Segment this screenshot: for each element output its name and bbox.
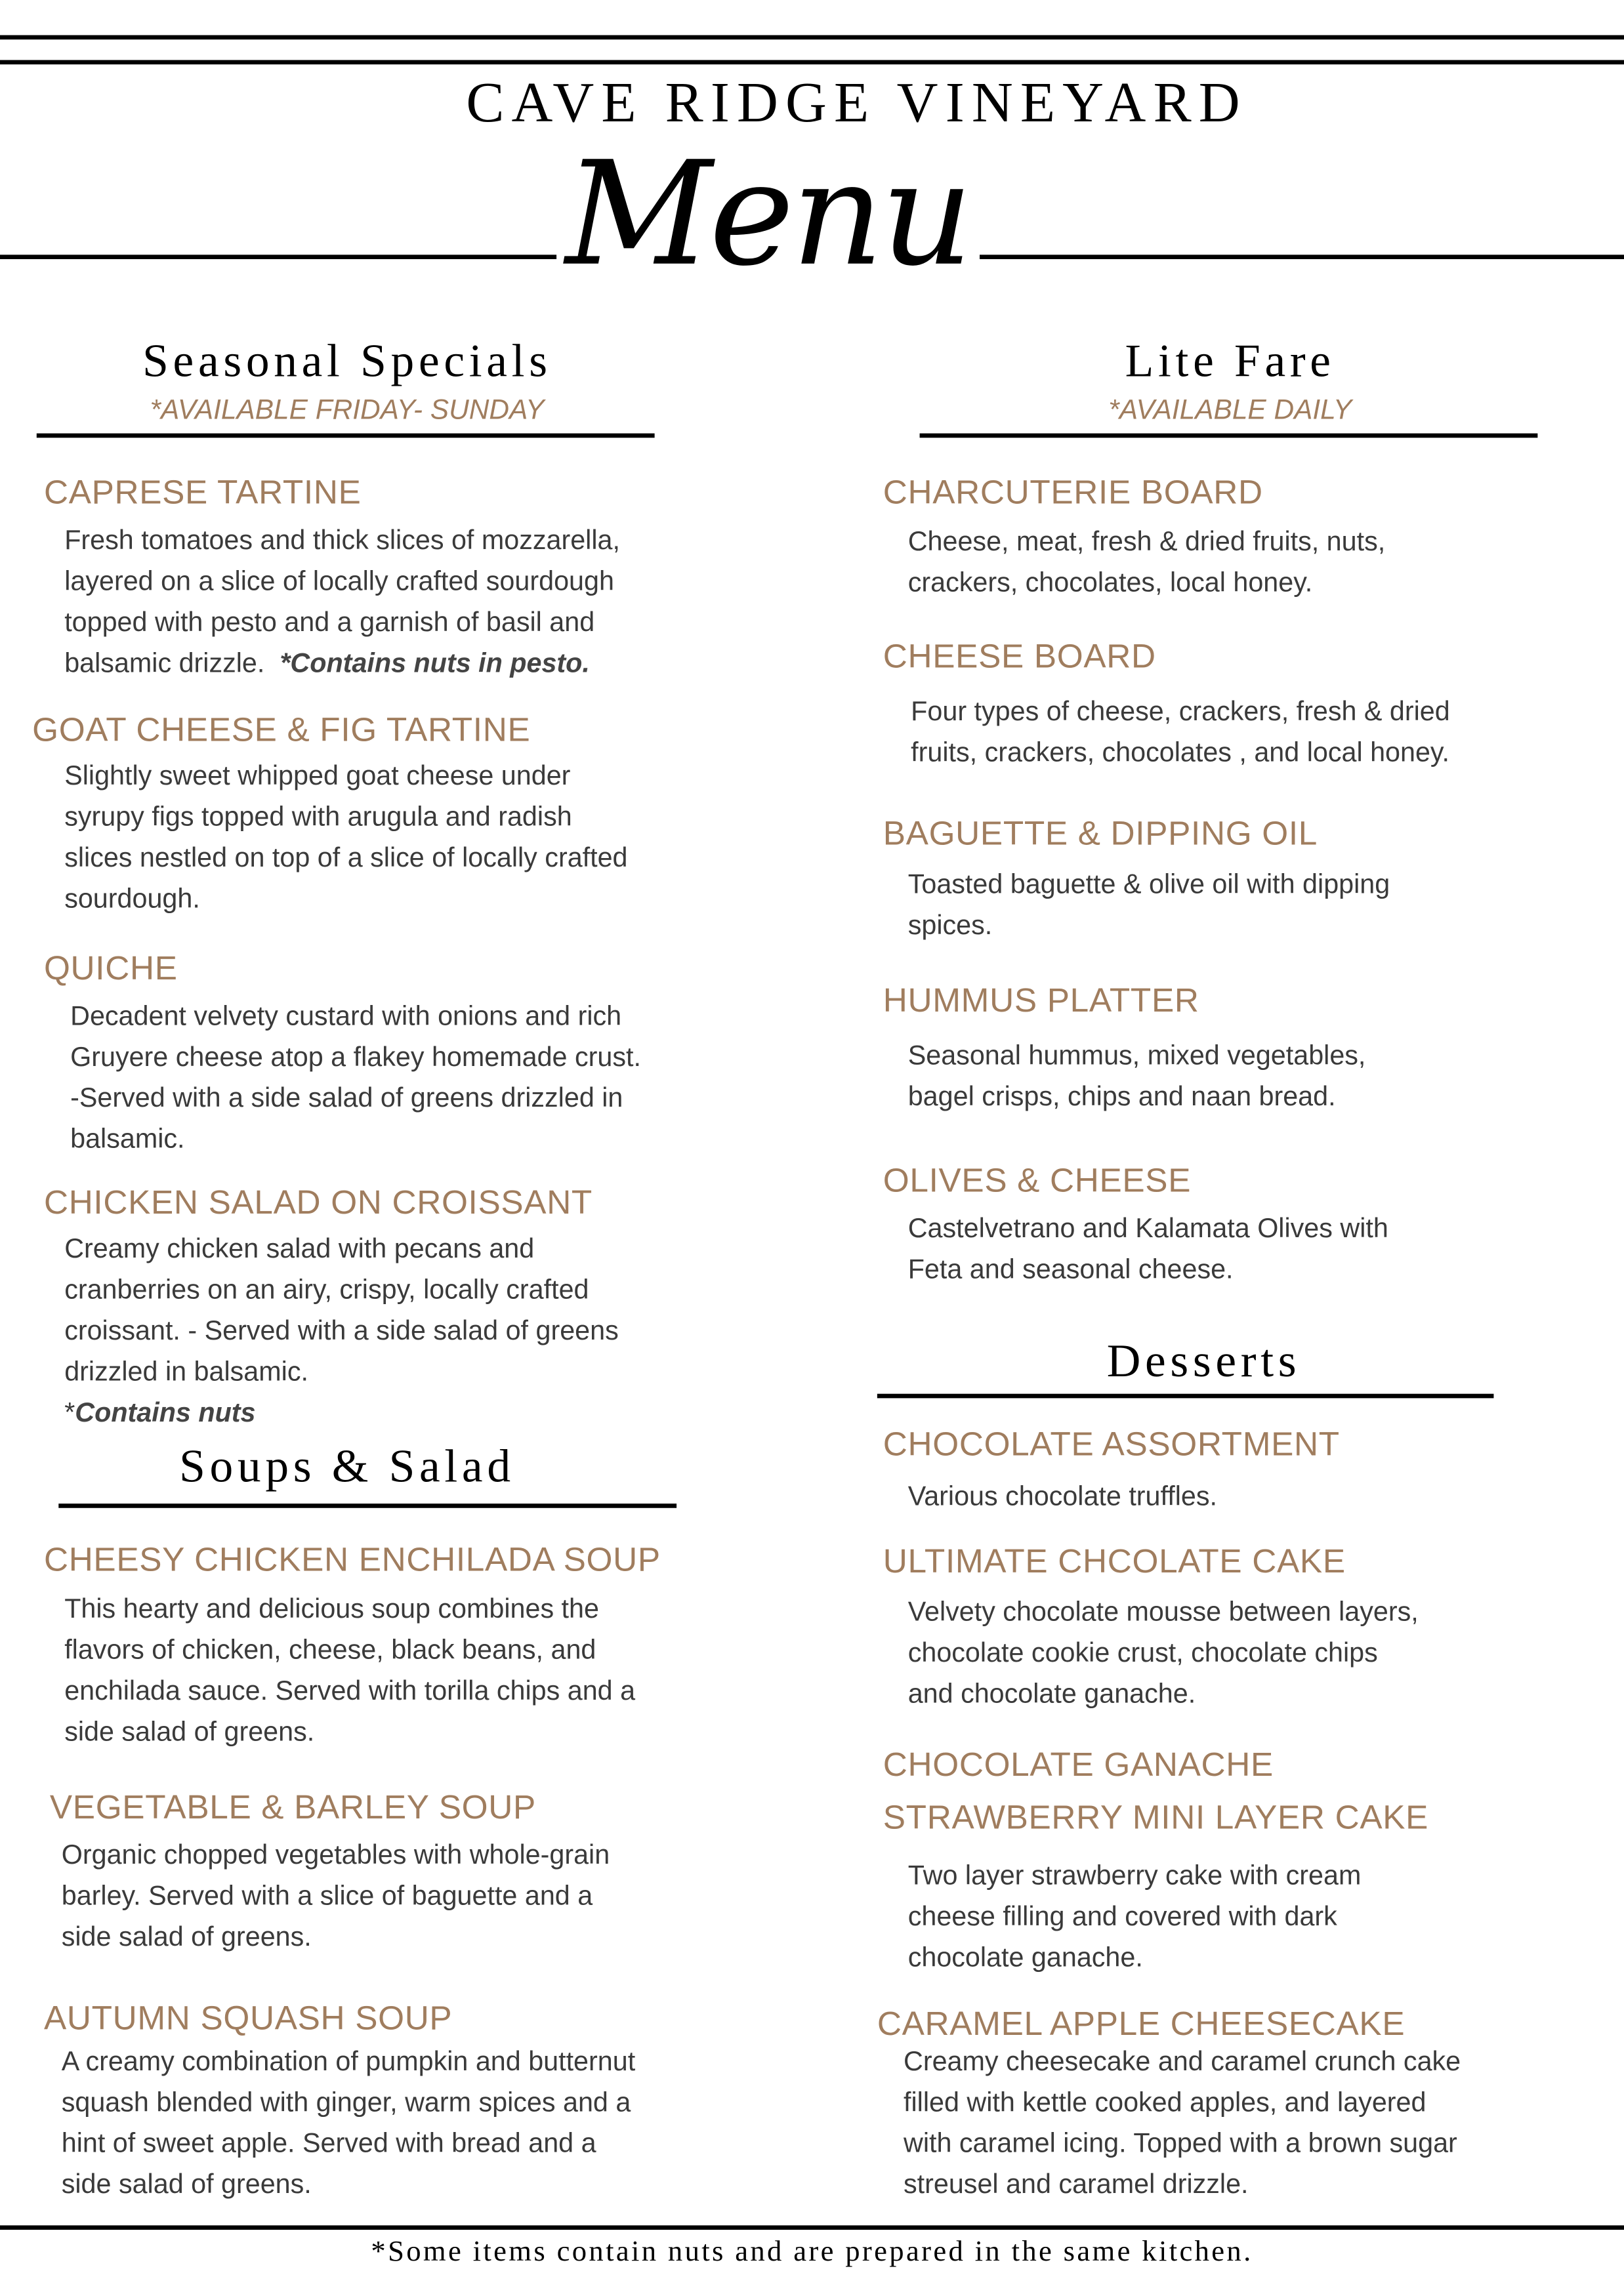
menu-item-name-line: BAGUETTE & DIPPING OIL (883, 813, 1318, 852)
menu-item-description (904, 2041, 1461, 2205)
asterisk: * (64, 1397, 75, 1428)
menu-item-description (908, 1591, 1419, 1714)
menu-item-name (44, 941, 178, 994)
section-title-seasonal: Seasonal Specials (142, 333, 552, 387)
description-line: with caramel icing. Topped with a brown sugar (904, 2127, 1457, 2158)
venue-title: CAVE RIDGE VINEYARD (466, 72, 1247, 135)
nut-warning (64, 1392, 255, 1433)
description-line: Creamy cheesecake and caramel crunch cake (904, 2045, 1461, 2076)
description-line: chocolate cookie crust, chocolate chips (907, 1637, 1378, 1668)
menu-item-description (64, 1589, 635, 1753)
menu-item-name-line: CHOCOLATE GANACHE (883, 1745, 1274, 1784)
menu-item-name-line: GOAT CHEESE & FIG TARTINE (32, 710, 531, 748)
menu-item-name (883, 630, 1156, 682)
description-line: layered on a slice of locally crafted sourdough (64, 565, 614, 596)
menu-item-description (62, 2041, 635, 2205)
menu-item-name-line: STRAWBERRY MINI LAYER CAKE (883, 1797, 1429, 1836)
menu-item-name-line: ULTIMATE CHCOLATE CAKE (883, 1542, 1346, 1580)
menu-item-description (64, 520, 620, 684)
menu-item-name-line: CHOCOLATE ASSORTMENT (883, 1424, 1340, 1463)
description-line: spices. (907, 909, 993, 940)
nut-warning: *Contains nuts in pesto. (264, 647, 590, 678)
menu-item-description (64, 756, 627, 920)
description-line: enchilada sauce. Served with torilla chips and a (64, 1675, 636, 1706)
description-line: side salad of greens. (61, 1921, 312, 1952)
description-line: slices nestled on top of a slice of locally crafted (64, 842, 628, 873)
description-line: topped with pesto and a garnish of basil and (64, 605, 595, 637)
top-rule (0, 35, 1624, 40)
description-line: chocolate ganache. (907, 1941, 1143, 1973)
section-rule-soups (58, 1504, 677, 1508)
description-line: hint of sweet apple. Served with bread and a (61, 2127, 596, 2158)
menu-item-name-line: CHARCUTERIE BOARD (883, 472, 1263, 511)
menu-item-description (64, 1228, 619, 1392)
description-line: Decadent velvety custard with onions and rich (70, 1000, 622, 1031)
description-line: barley. Served with a slice of baguette and a (61, 1879, 593, 1911)
description-line: flavors of chicken, cheese, black beans, and (64, 1633, 596, 1665)
description-line: This hearty and delicious soup combines the (64, 1593, 599, 1624)
menu-item-description (908, 1476, 1217, 1517)
description-line: crackers, chocolates, local honey. (907, 566, 1313, 598)
menu-item-name-line: AUTUMN SQUASH SOUP (43, 1998, 453, 2037)
menu-item-description (908, 522, 1385, 604)
menu-item-name (883, 1534, 1346, 1587)
description-line: Seasonal hummus, mixed vegetables, (907, 1039, 1366, 1071)
section-rule-lite (920, 434, 1538, 438)
menu-item-name-line: CHICKEN SALAD ON CROISSANT (43, 1183, 593, 1221)
description-line: filled with kettle cooked apples, and layered (904, 2086, 1426, 2118)
menu-item-name-line: HUMMUS PLATTER (883, 981, 1199, 1019)
menu-item-name (44, 1533, 661, 1586)
description-line: Toasted baguette & olive oil with dipping (907, 868, 1390, 899)
menu-item-description (70, 996, 641, 1160)
menu-item-name-line: QUICHE (43, 949, 178, 987)
description-line: Cheese, meat, fresh & dried fruits, nuts, (907, 525, 1386, 557)
menu-item-name-line: CAPRESE TARTINE (43, 472, 362, 511)
menu-item-name-line: VEGETABLE & BARLEY SOUP (49, 1788, 536, 1826)
menu-item-name (883, 1738, 1428, 1843)
section-title-lite: Lite Fare (1125, 333, 1335, 387)
menu-item-name (50, 1780, 536, 1833)
menu-item-description (908, 1035, 1366, 1117)
footer-rule (0, 2225, 1624, 2230)
section-rule-desserts (877, 1394, 1494, 1399)
description-line: croissant. - Served with a side salad of greens (64, 1315, 619, 1346)
description-line: and chocolate ganache. (907, 1677, 1196, 1709)
footer-note: *Some items contain nuts and are prepared in the same kitchen. (371, 2235, 1253, 2268)
description-line: Creamy chicken salad with pecans and (64, 1233, 535, 1264)
menu-item-name (883, 1154, 1191, 1206)
description-line: balsamic drizzle. *Contains nuts in pesto. (64, 647, 590, 678)
top-rule-2 (0, 60, 1624, 65)
description-line: streusel and caramel drizzle. (904, 2168, 1249, 2200)
description-line: A creamy combination of pumpkin and butternut (61, 2045, 636, 2076)
description-line: side salad of greens. (61, 2168, 312, 2200)
menu-item-description (62, 1834, 610, 1957)
section-subtitle-seasonal: *AVAILABLE FRIDAY- SUNDAY (150, 395, 545, 426)
menu-item-name-line: OLIVES & CHEESE (883, 1160, 1192, 1199)
description-line: Castelvetrano and Kalamata Olives with (907, 1212, 1388, 1243)
description-line: Organic chopped vegetables with whole-grain (61, 1839, 610, 1870)
menu-item-name (883, 1417, 1340, 1469)
description-line: Fresh tomatoes and thick slices of mozzarella, (64, 523, 620, 555)
menu-script-title: Menu (556, 134, 979, 295)
menu-item-name (883, 466, 1263, 518)
description-line: syrupy figs topped with arugula and radish (64, 800, 572, 832)
description-line: side salad of greens. (64, 1715, 315, 1747)
description-line: bagel crisps, chips and naan bread. (907, 1080, 1336, 1111)
description-line: sourdough. (64, 882, 200, 914)
menu-item-description (908, 864, 1390, 946)
nut-warning-text: Contains nuts (75, 1397, 256, 1428)
menu-item-name (883, 974, 1199, 1026)
description-line: Gruyere cheese atop a flakey homemade crust. (70, 1040, 641, 1072)
menu-item-name (883, 807, 1318, 859)
section-title-desserts: Desserts (1106, 1334, 1301, 1387)
menu-item-name (44, 1176, 593, 1228)
description-line: cheese filling and covered with dark (907, 1900, 1337, 1931)
description-line: Velvety chocolate mousse between layers, (907, 1595, 1419, 1627)
menu-item-name-line: CARAMEL APPLE CHEESECAKE (877, 2004, 1405, 2043)
description-line: Various chocolate truffles. (907, 1480, 1217, 1511)
menu-item-name (44, 466, 362, 518)
menu-item-name (44, 1991, 452, 2043)
menu-item-name-line: CHEESY CHICKEN ENCHILADA SOUP (43, 1540, 661, 1578)
description-line: cranberries on an airy, crispy, locally crafted (64, 1273, 589, 1305)
menu-item-description (908, 1208, 1388, 1290)
section-subtitle-lite: *AVAILABLE DAILY (1108, 395, 1352, 426)
menu-item-description (911, 691, 1450, 773)
description-line: Slightly sweet whipped goat cheese under (64, 760, 571, 791)
section-title-soups: Soups & Salad (179, 1439, 515, 1492)
menu-item-name-line: CHEESE BOARD (883, 636, 1156, 675)
description-line: balsamic. (70, 1122, 185, 1154)
description-line: -Served with a side salad of greens drizzled in (70, 1082, 623, 1113)
menu-item-name (32, 703, 530, 755)
description-line: Four types of cheese, crackers, fresh & dried (911, 695, 1450, 726)
menu-item-description (908, 1855, 1362, 1978)
description-line: Feta and seasonal cheese. (907, 1253, 1234, 1284)
description-line: fruits, crackers, chocolates , and local honey. (911, 736, 1449, 768)
description-line: drizzled in balsamic. (64, 1355, 308, 1387)
section-rule-seasonal (37, 434, 655, 438)
description-line: squash blended with ginger, warm spices and a (61, 2086, 631, 2118)
description-line: Two layer strawberry cake with cream (907, 1859, 1362, 1891)
